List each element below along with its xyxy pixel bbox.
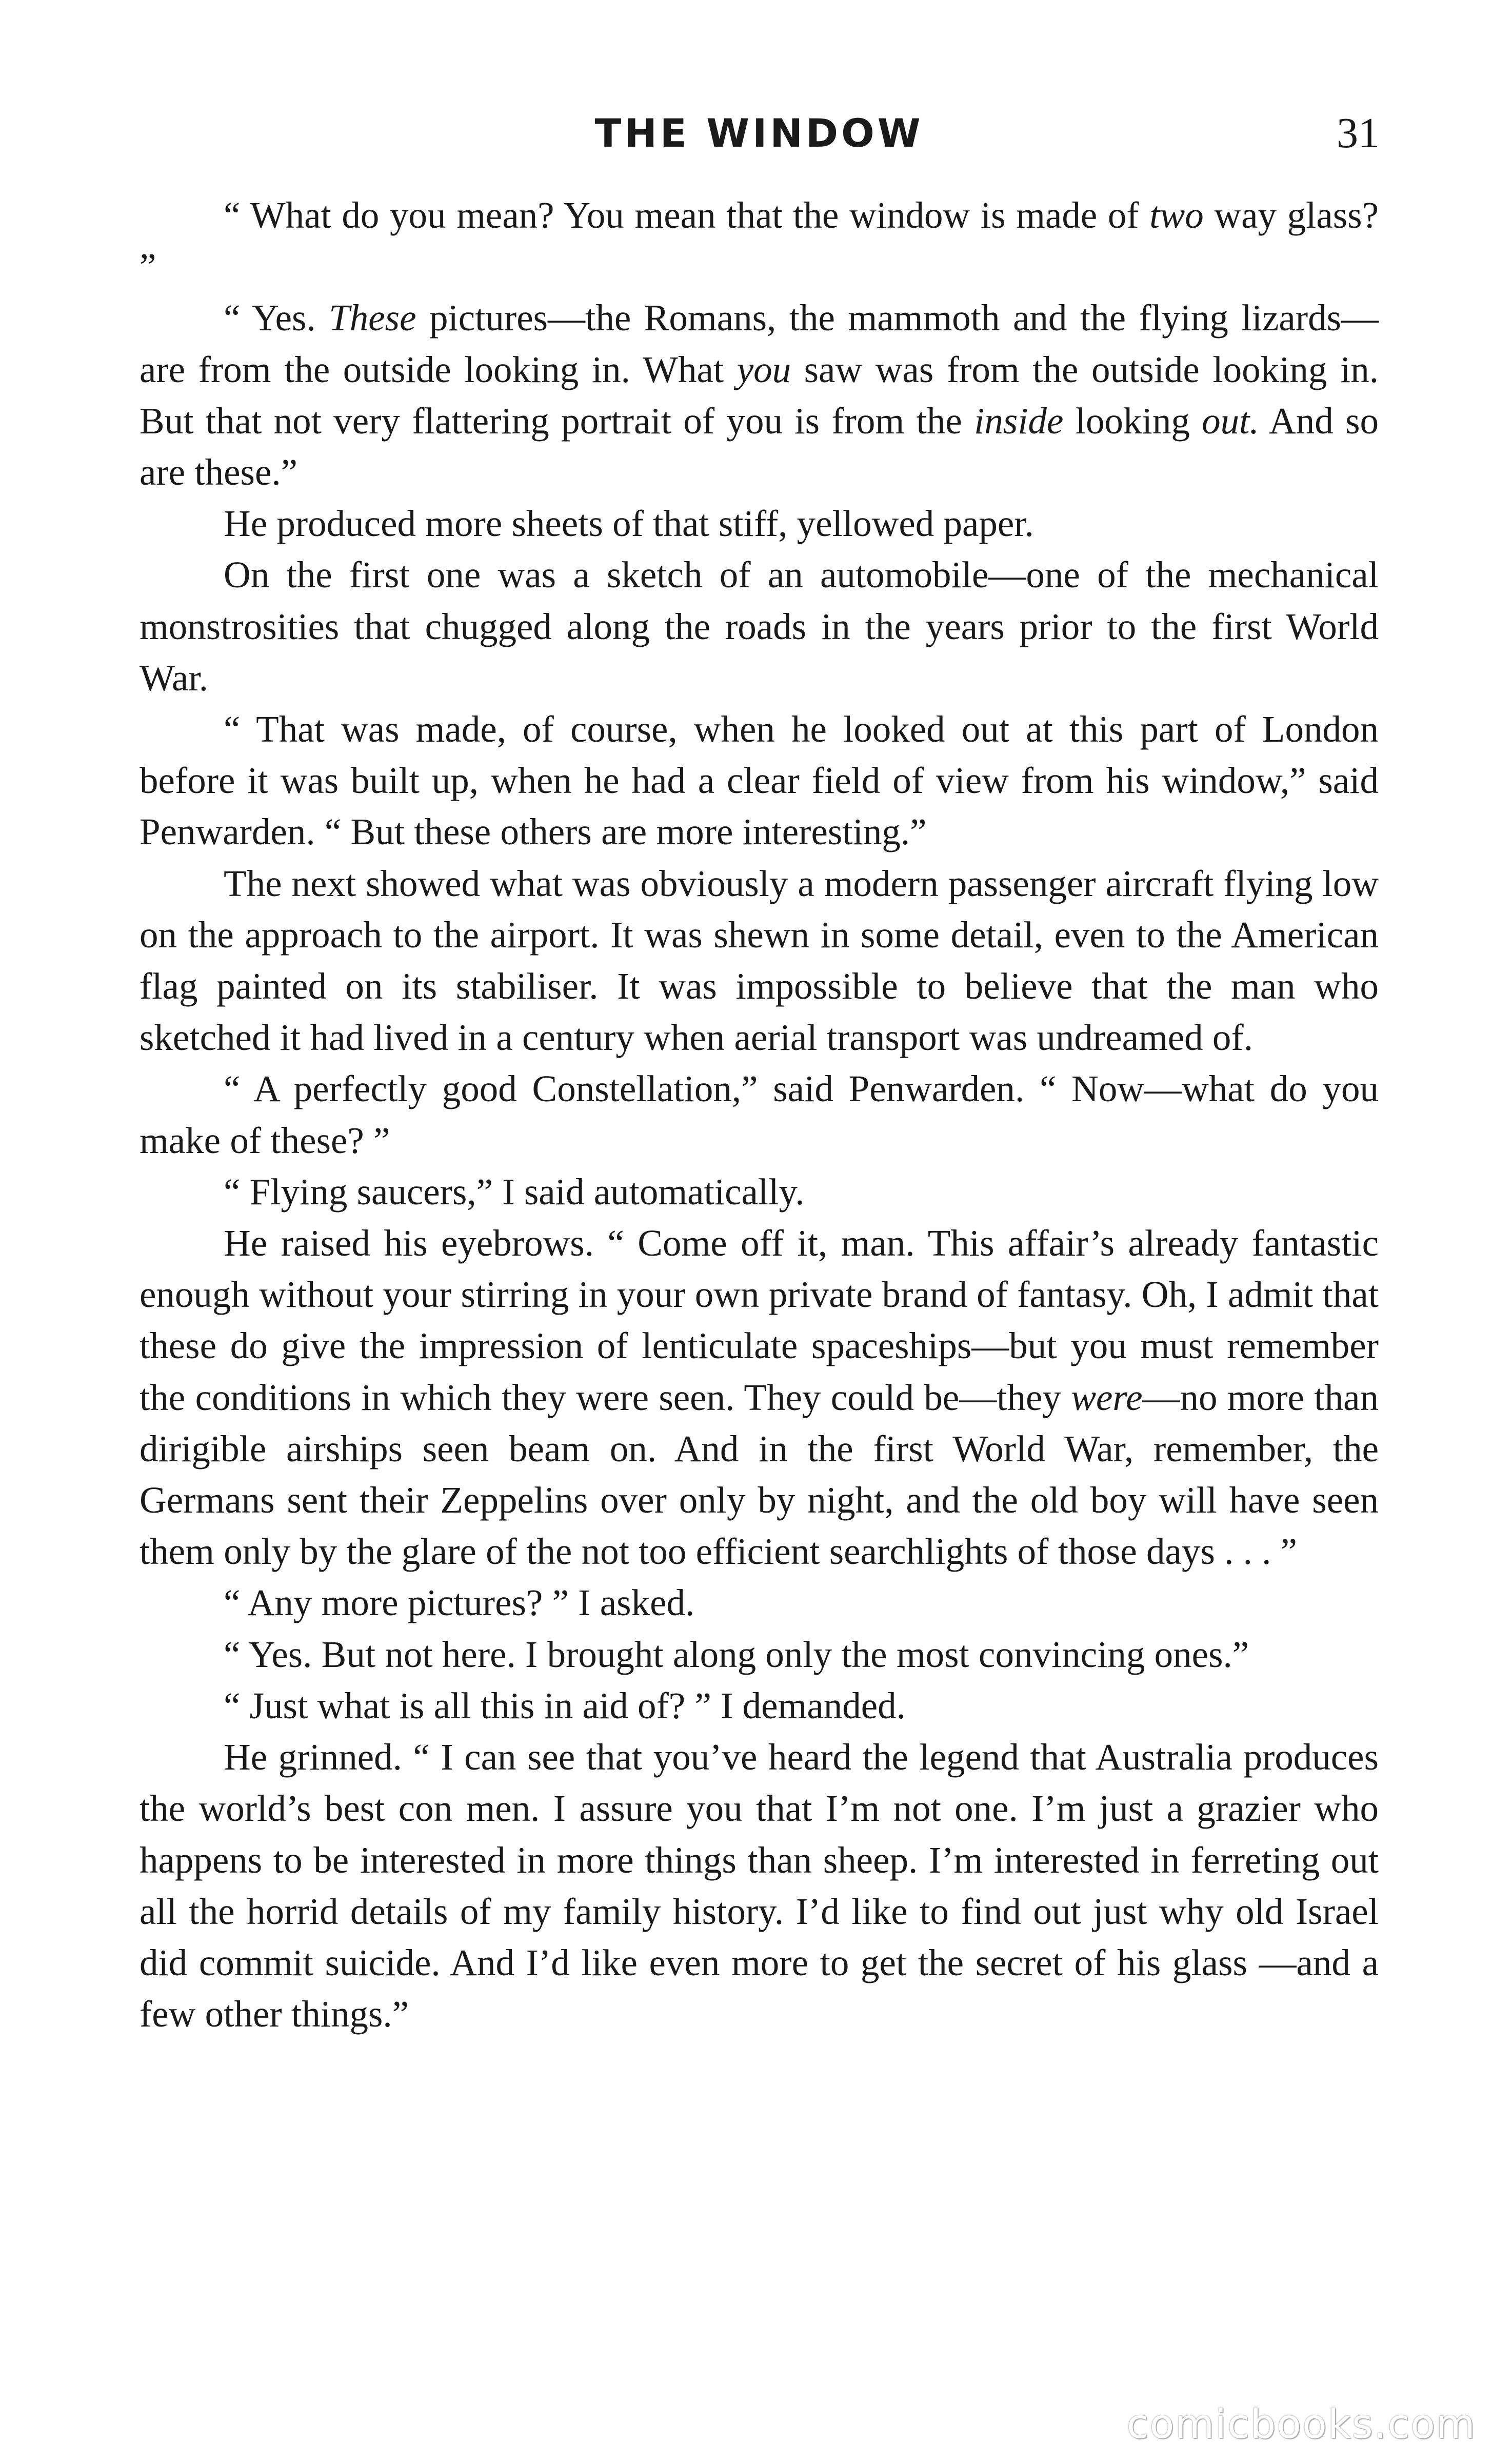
italic-text: These (329, 297, 416, 339)
text-run: On the first one was a sketch of an automobile—one of the mechanical monstrosities that chugged along the roads in the years prior to the first World War. (140, 554, 1379, 699)
italic-text: you (737, 348, 791, 390)
paragraph (140, 1063, 1379, 1166)
italic-text: out. (1202, 400, 1259, 442)
paragraph (140, 1680, 1379, 1732)
text-run: “ What do you mean? You mean that the window is made of (224, 194, 1150, 236)
text-run: pictures—the Romans, the mammoth and the flying lizards—are from the outside looking in. What (140, 297, 1379, 390)
text-run: “ A perfectly good Constellation,” said Penwarden. “ Now—what do you make of these? ” (140, 1068, 1379, 1161)
running-title: THE WINDOW (594, 110, 924, 156)
italic-text: were (1071, 1376, 1143, 1418)
paragraph (140, 1577, 1379, 1628)
watermark-logo: comicbooks.com (1126, 2401, 1476, 2448)
page-header (138, 92, 1380, 174)
body-text (140, 190, 1379, 2040)
text-run: looking (1063, 400, 1202, 442)
paragraph (140, 1218, 1379, 1577)
text-run: way glass? ” (140, 194, 1379, 288)
text-run: “ Yes. (224, 297, 329, 339)
paragraph (140, 190, 1379, 292)
paragraph (140, 1166, 1379, 1218)
paragraph (140, 1732, 1379, 2040)
paragraph (140, 858, 1379, 1064)
paragraph (140, 549, 1379, 704)
text-run: He produced more sheets of that stiff, yellowed paper. (224, 503, 1034, 545)
text-run: “ That was made, of course, when he looked out at this part of London before it was built up, when he had a clear field of view from his window,” said Penwarden. “ But these others are more interesting.” (140, 708, 1379, 853)
italic-text: two (1149, 194, 1204, 236)
text-run: “ Any more pictures? ” I asked. (224, 1582, 695, 1624)
page-number: 31 (1337, 109, 1380, 157)
text-run: The next showed what was obviously a modern passenger aircraft flying low on the approach to the airport. It was shewn in some detail, even to the American flag painted on its stabiliser. It was impossible to believe that the man who sketched it had lived in a century when aerial transport was undreamed of. (140, 862, 1379, 1059)
italic-text: inside (974, 400, 1064, 442)
paragraph (140, 704, 1379, 858)
text-run: “ Flying saucers,” I said automatically. (224, 1170, 805, 1213)
text-run: —no more than dirigible airships seen beam on. And in the first World War, remember, the Germans sent their Zeppelins over only by night, and the old boy will have seen them only by the glare of the not too efficient searchlights of those days . . . ” (140, 1376, 1379, 1573)
paragraph (140, 292, 1379, 498)
text-run: saw was from the outside looking in. But that not very flattering portrait of you is from the (140, 348, 1379, 442)
text-run: He raised his eyebrows. “ Come off it, man. This affair’s already fantastic enough without your stirring in your own private brand of fantasy. Oh, I admit that these do give the impression of lenticulate spaceships—but you must remember the conditions in which they were seen. They could be—they (140, 1222, 1379, 1418)
paragraph (140, 498, 1379, 549)
text-run: He grinned. “ I can see that you’ve heard the legend that Australia produces the world’s best con men. I assure you that I’m not one. I’m just a grazier who happens to be interested in more things than sheep. I’m interested in ferreting out all the horrid details of my family history. I’d like to find out just why old Israel did commit suicide. And I’d like even more to get the secret of his glass —and a few other things.” (140, 1736, 1379, 2035)
paragraph (140, 1629, 1379, 1680)
text-run: And so are these.” (140, 400, 1379, 493)
text-run: “ Just what is all this in aid of? ” I demanded. (224, 1684, 906, 1726)
text-run: “ Yes. But not here. I brought along only the most convincing ones.” (224, 1633, 1249, 1675)
